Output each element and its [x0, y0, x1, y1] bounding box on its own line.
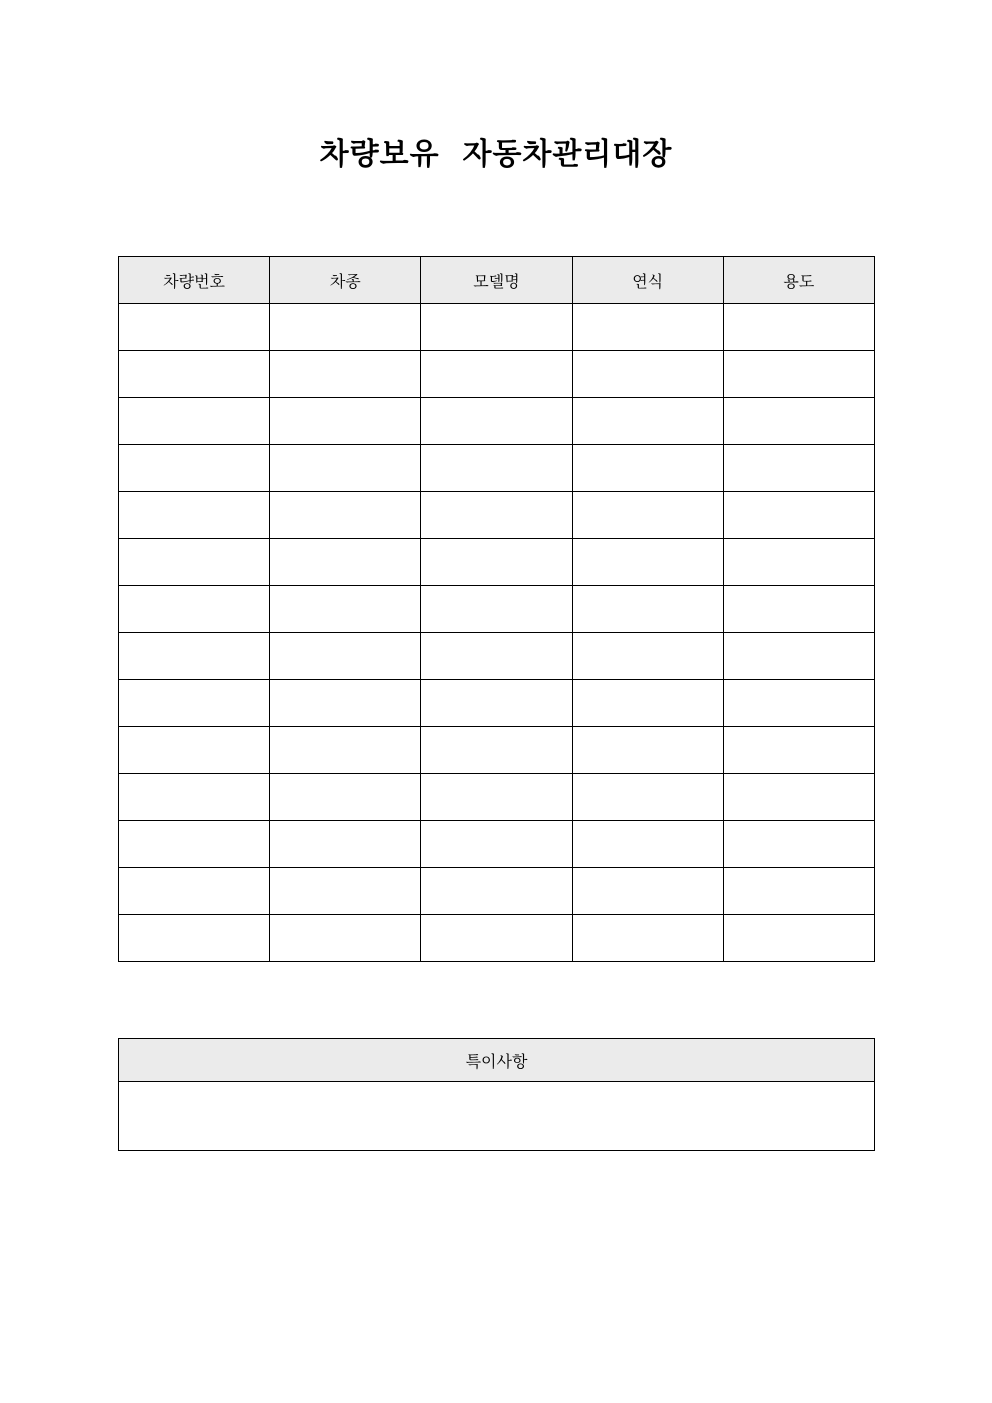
vehicle-type-cell[interactable] — [270, 539, 421, 586]
model-name-cell[interactable] — [421, 633, 572, 680]
vehicle-type-cell[interactable] — [270, 633, 421, 680]
vehicle-number-cell[interactable] — [119, 680, 270, 727]
table-row — [119, 633, 875, 680]
vehicle-type-cell[interactable] — [270, 680, 421, 727]
vehicle-type-cell[interactable] — [270, 727, 421, 774]
table-row — [119, 351, 875, 398]
table-row — [119, 492, 875, 539]
table-row — [119, 868, 875, 915]
purpose-cell[interactable] — [723, 633, 874, 680]
purpose-cell[interactable] — [723, 774, 874, 821]
vehicle-number-cell[interactable] — [119, 633, 270, 680]
vehicle-number-cell[interactable] — [119, 821, 270, 868]
model-year-cell[interactable] — [572, 680, 723, 727]
page-title: 차량보유 자동차관리대장 — [319, 137, 673, 172]
model-year-cell[interactable] — [572, 633, 723, 680]
header-purpose: 용도 — [723, 257, 874, 304]
vehicle-type-cell[interactable] — [270, 915, 421, 962]
model-year-cell[interactable] — [572, 727, 723, 774]
purpose-cell[interactable] — [723, 304, 874, 351]
purpose-cell[interactable] — [723, 398, 874, 445]
vehicle-number-cell[interactable] — [119, 868, 270, 915]
purpose-cell[interactable] — [723, 539, 874, 586]
table-row — [119, 821, 875, 868]
model-year-cell[interactable] — [572, 304, 723, 351]
model-name-cell[interactable] — [421, 539, 572, 586]
table-row — [119, 680, 875, 727]
vehicle-type-cell[interactable] — [270, 868, 421, 915]
vehicle-number-cell[interactable] — [119, 915, 270, 962]
vehicle-number-cell[interactable] — [119, 492, 270, 539]
table-row — [119, 398, 875, 445]
model-name-cell[interactable] — [421, 774, 572, 821]
header-model-name: 모델명 — [421, 257, 572, 304]
header-vehicle-type: 차종 — [270, 257, 421, 304]
header-model-year: 연식 — [572, 257, 723, 304]
vehicle-type-cell[interactable] — [270, 586, 421, 633]
purpose-cell[interactable] — [723, 915, 874, 962]
model-name-cell[interactable] — [421, 915, 572, 962]
model-name-cell[interactable] — [421, 398, 572, 445]
model-name-cell[interactable] — [421, 868, 572, 915]
vehicle-type-cell[interactable] — [270, 821, 421, 868]
ledger-body — [119, 304, 875, 962]
notes-content-cell[interactable] — [119, 1082, 875, 1151]
header-vehicle-number: 차량번호 — [119, 257, 270, 304]
vehicle-number-cell[interactable] — [119, 539, 270, 586]
notes-table — [118, 1038, 875, 1151]
table-row — [119, 774, 875, 821]
vehicle-type-cell[interactable] — [270, 445, 421, 492]
table-row — [119, 304, 875, 351]
model-year-cell[interactable] — [572, 398, 723, 445]
vehicle-type-cell[interactable] — [270, 492, 421, 539]
model-year-cell[interactable] — [572, 351, 723, 398]
ledger-header-row — [119, 257, 875, 304]
vehicle-type-cell[interactable] — [270, 351, 421, 398]
vehicle-number-cell[interactable] — [119, 351, 270, 398]
model-name-cell[interactable] — [421, 445, 572, 492]
model-name-cell[interactable] — [421, 821, 572, 868]
purpose-cell[interactable] — [723, 351, 874, 398]
model-name-cell[interactable] — [421, 680, 572, 727]
purpose-cell[interactable] — [723, 680, 874, 727]
vehicle-ledger-table — [118, 256, 875, 962]
model-year-cell[interactable] — [572, 539, 723, 586]
purpose-cell[interactable] — [723, 821, 874, 868]
purpose-cell[interactable] — [723, 727, 874, 774]
purpose-cell[interactable] — [723, 868, 874, 915]
model-year-cell[interactable] — [572, 774, 723, 821]
model-name-cell[interactable] — [421, 304, 572, 351]
vehicle-number-cell[interactable] — [119, 586, 270, 633]
table-row — [119, 915, 875, 962]
model-year-cell[interactable] — [572, 915, 723, 962]
vehicle-number-cell[interactable] — [119, 445, 270, 492]
table-row — [119, 586, 875, 633]
vehicle-type-cell[interactable] — [270, 774, 421, 821]
vehicle-type-cell[interactable] — [270, 398, 421, 445]
table-row — [119, 727, 875, 774]
purpose-cell[interactable] — [723, 445, 874, 492]
model-name-cell[interactable] — [421, 492, 572, 539]
model-year-cell[interactable] — [572, 492, 723, 539]
model-name-cell[interactable] — [421, 586, 572, 633]
model-name-cell[interactable] — [421, 727, 572, 774]
vehicle-number-cell[interactable] — [119, 727, 270, 774]
model-year-cell[interactable] — [572, 586, 723, 633]
vehicle-number-cell[interactable] — [119, 398, 270, 445]
notes-header: 특이사항 — [119, 1039, 875, 1082]
model-year-cell[interactable] — [572, 821, 723, 868]
purpose-cell[interactable] — [723, 586, 874, 633]
model-year-cell[interactable] — [572, 445, 723, 492]
model-year-cell[interactable] — [572, 868, 723, 915]
vehicle-type-cell[interactable] — [270, 304, 421, 351]
vehicle-number-cell[interactable] — [119, 304, 270, 351]
purpose-cell[interactable] — [723, 492, 874, 539]
table-row — [119, 445, 875, 492]
table-row — [119, 539, 875, 586]
model-name-cell[interactable] — [421, 351, 572, 398]
vehicle-number-cell[interactable] — [119, 774, 270, 821]
